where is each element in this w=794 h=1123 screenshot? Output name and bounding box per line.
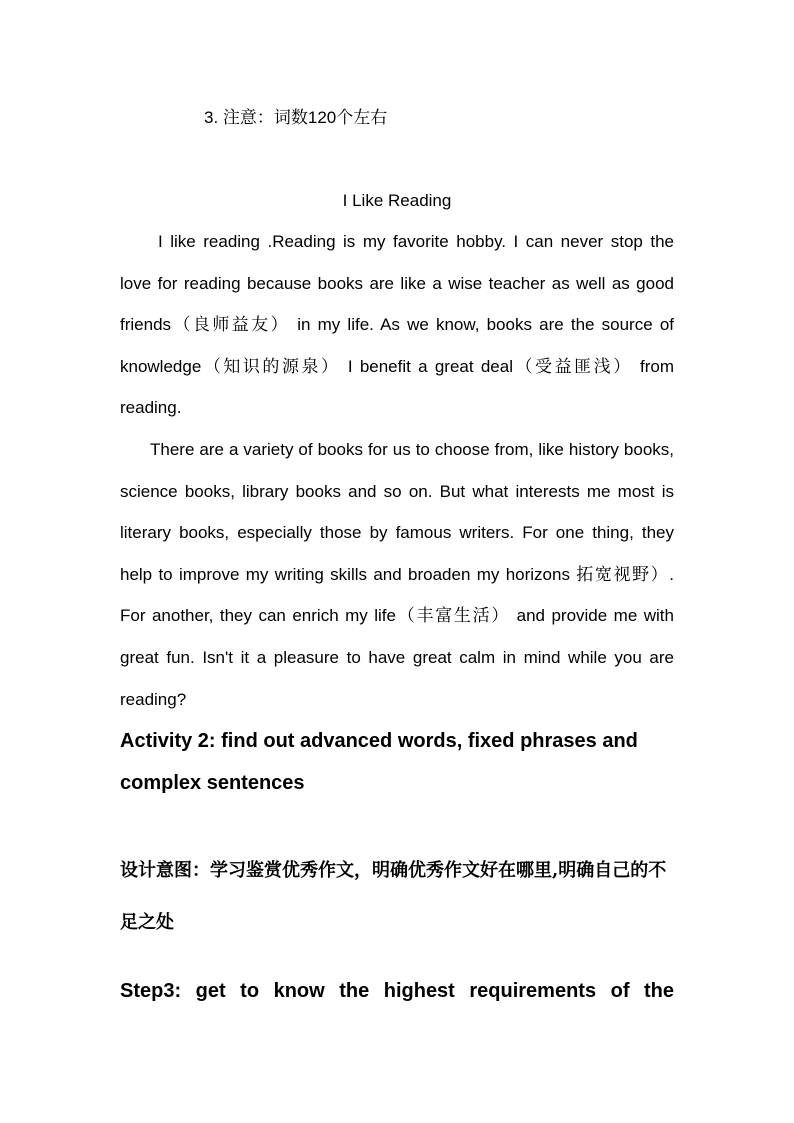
design-intent: 设计意图：学习鉴赏优秀作文，明确优秀作文好在哪里,明确自己的不足之处 bbox=[120, 860, 667, 933]
essay-paragraph-1: I like reading .Reading is my favorite hobby. I can never stop the love for reading because books are like a wise teacher as well as good friends（良师益友） in my life. As we know, books are the source of knowledge（知识的源泉） I benefit a great deal（受益匪浅） from reading. bbox=[120, 232, 674, 418]
essay-title: I Like Reading bbox=[342, 191, 452, 210]
essay-paragraph-2: There are a variety of books for us to choose from, like history books, science books, library books and so on. But what interests me most is literary books, especially those by famous writers. For one thing, they help to improve my writing skills and broaden my horizons 拓宽视野）. For another, they can enrich my life（丰富生活） and provide me with great fun. Isn't it a pleasure to have great calm in mind while you are reading? bbox=[120, 440, 674, 709]
activity-heading: Activity 2: find out advanced words, fixed phrases and complex sentences bbox=[120, 730, 638, 794]
step-heading: Step3: get to know the highest requirements of the bbox=[120, 980, 674, 1002]
word-count-note: 3. 注意：词数120个左右 bbox=[204, 108, 388, 127]
